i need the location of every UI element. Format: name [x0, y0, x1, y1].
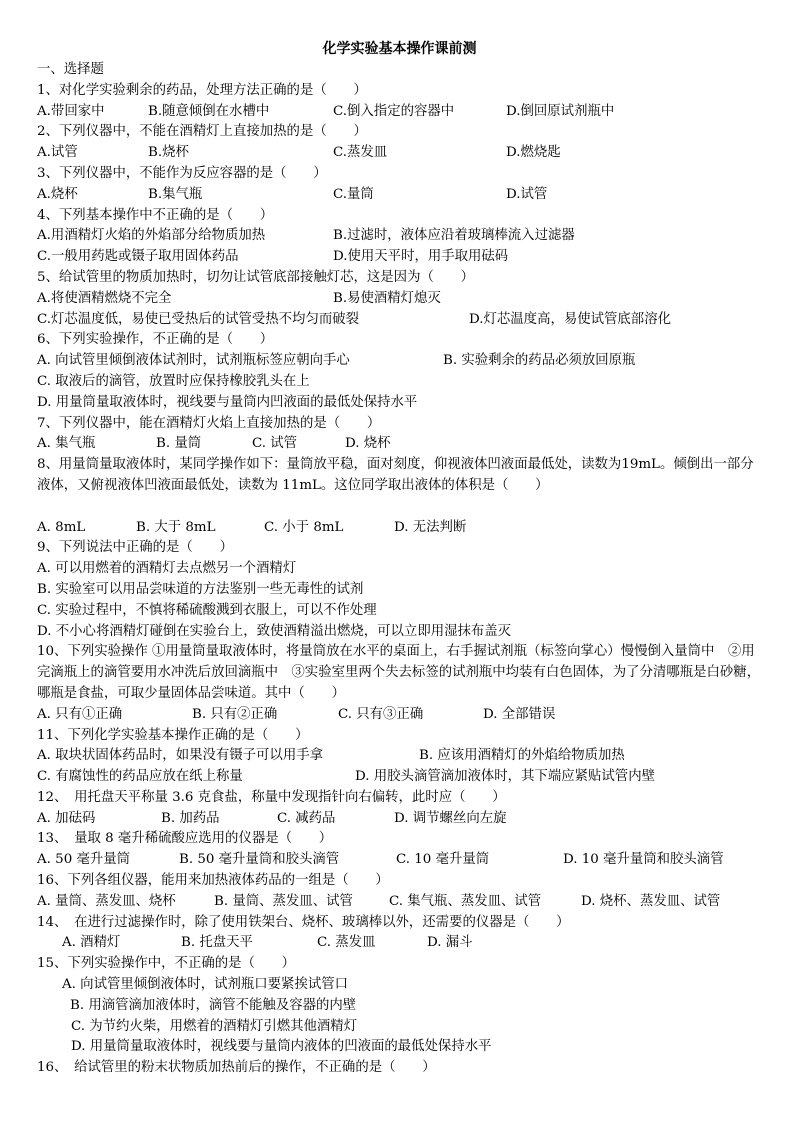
option: B. 加药品	[161, 810, 220, 826]
option-row	[37, 892, 762, 913]
option: B. 量筒、蒸发皿、试管	[214, 893, 353, 909]
option: D. 用量筒量取液体时，视线要与量筒内液体的凹液面的最低处保持水平	[71, 1039, 492, 1055]
option: B.烧杯	[148, 145, 189, 161]
option-row	[37, 289, 762, 310]
option-row	[37, 705, 762, 726]
option: C. 取液后的滴管，放置时应保持橡胶乳头在上	[37, 373, 310, 389]
option: B. 只有②正确	[192, 706, 278, 722]
option: A. 酒精灯	[62, 935, 121, 951]
option: A. 只有①正确	[37, 706, 123, 722]
option: C. 集气瓶、蒸发皿、试管	[389, 893, 542, 909]
option: C.一般用药匙或镊子取用固体药品	[37, 249, 239, 265]
option: D.试管	[506, 186, 548, 202]
option: D. 全部错误	[483, 706, 556, 722]
question-stem: 13、 量取 8 毫升稀硫酸应选用的仪器是（ ）	[37, 831, 333, 847]
option: C. 为节约火柴，用燃着的酒精灯引燃其他酒精灯	[71, 1018, 358, 1034]
option: D.燃烧匙	[506, 145, 561, 161]
option-row	[37, 185, 762, 206]
option: A.试管	[37, 145, 78, 161]
option-row	[37, 518, 762, 539]
question-stem: 16、 给试管里的粉末状物质加热前后的操作，不正确的是（ ）	[37, 1060, 436, 1076]
option: A. 向试管里倾倒液体时，试剂瓶口要紧挨试管口	[62, 977, 348, 993]
option-row	[37, 102, 762, 123]
option: B.易使酒精灯熄灭	[333, 290, 441, 306]
option: D. 调节螺丝向左旋	[394, 810, 507, 826]
option-row	[37, 247, 762, 268]
option: A. 取块状固体药品时，如果没有镊子可以用手拿	[37, 748, 323, 764]
question-stem: 8、用量筒量取液体时，某同学操作如下：量筒放平稳，面对刻度，仰视液体凹液面最低处，读数为19mL。倾倒出一部分液体，又俯视液体凹液面最低处，读数为 11mL。这位同学取出液体的体积是（ ）	[37, 457, 754, 493]
option: D. 不小心将酒精灯碰倒在实验台上，致使酒精溢出燃烧，可以立即用湿抹布盖灭	[37, 623, 512, 639]
question-stem: 12、 用托盘天平称量 3.6 克食盐，称量中发现指针向右偏转，此时应（ ）	[37, 789, 506, 805]
question-stem: 2、下列仪器中，不能在酒精灯上直接加热的是（ ）	[37, 124, 367, 140]
option: A.用酒精灯火焰的外焰部分给物质加热	[37, 228, 266, 244]
option: D. 用量筒量取液体时，视线要与量筒内凹液面的最低处保持水平	[37, 394, 418, 410]
worksheet	[37, 38, 762, 1079]
option: C. 小于 8mL	[264, 519, 344, 535]
option: B.集气瓶	[148, 186, 203, 202]
option: B.过滤时，液体应沿着玻璃棒流入过滤器	[333, 228, 575, 244]
option-row	[37, 226, 762, 247]
option: D. 10 毫升量筒和胶头滴管	[563, 852, 724, 868]
section-heading: 一、选择题	[37, 62, 104, 77]
option: B. 用滴管滴加液体时，滴管不能触及容器的内壁	[70, 997, 357, 1013]
option-row	[37, 767, 762, 788]
question-stem: 15、下列实验操作中，不正确的是（ ）	[37, 956, 296, 972]
option: C.量筒	[333, 186, 374, 202]
option: A.带回家中	[37, 103, 105, 119]
option-row	[37, 850, 762, 871]
option-row	[37, 310, 762, 331]
option-row	[37, 434, 762, 455]
option: B. 实验室可以用品尝味道的方法鉴别一些无毒性的试剂	[37, 581, 364, 597]
option: A. 量筒、蒸发皿、烧杯	[37, 893, 176, 909]
option: D. 用胶头滴管滴加液体时，其下端应紧贴试管内壁	[355, 769, 655, 785]
option-row	[37, 933, 762, 954]
option-row	[37, 351, 762, 372]
option: C. 减药品	[277, 810, 336, 826]
option: C. 实验过程中，不慎将稀硫酸溅到衣服上，可以不作处理	[37, 602, 377, 618]
option: A.将使酒精燃烧不完全	[37, 290, 172, 306]
option: C. 10 毫升量筒	[396, 852, 490, 868]
option: C.灯芯温度低，易使已受热后的试管受热不均匀而破裂	[37, 311, 360, 327]
option: C.倒入指定的容器中	[333, 103, 455, 119]
option: B.随意倾倒在水槽中	[148, 103, 270, 119]
option: D. 无法判断	[394, 519, 467, 535]
option: A. 集气瓶	[37, 436, 96, 452]
option: C. 只有③正确	[338, 706, 424, 722]
question-stem: 14、 在进行过滤操作时，除了使用铁架台、烧杯、玻璃棒以外，还需要的仪器是（ ）	[37, 914, 570, 930]
question-stem: 6、下列实验操作，不正确的是（ ）	[37, 332, 274, 348]
option: A.烧杯	[37, 186, 78, 202]
option: A. 可以用燃着的酒精灯去点燃另一个酒精灯	[37, 561, 297, 577]
option-row	[37, 746, 762, 767]
option: D. 烧杯、蒸发皿、试管	[581, 893, 721, 909]
question-stem: 4、下列基本操作中不正确的是（ ）	[37, 207, 274, 223]
option: D.倒回原试剂瓶中	[506, 103, 615, 119]
option: B. 托盘天平	[181, 935, 253, 951]
option: D.使用天平时，用手取用砝码	[333, 249, 509, 265]
option-row	[37, 143, 762, 164]
option: C. 蒸发皿	[317, 935, 376, 951]
option: B. 实验剩余的药品必须放回原瓶	[443, 353, 636, 369]
question-stem: 7、下列仪器中，能在酒精灯火焰上直接加热的是（ ）	[37, 415, 381, 431]
option-row	[37, 809, 762, 830]
option: B. 大于 8mL	[136, 519, 216, 535]
option: D. 漏斗	[427, 935, 473, 951]
question-stem: 3、下列仪器中，不能作为反应容器的是（ ）	[37, 165, 327, 181]
option: C.蒸发皿	[333, 145, 388, 161]
option: D. 烧杯	[345, 436, 391, 452]
question-stem: 16、下列各组仪器，能用来加热液体药品的一组是（ ）	[37, 873, 389, 889]
question-stem: 9、下列说法中正确的是（ ）	[37, 540, 233, 556]
option: B. 50 毫升量筒和胶头滴管	[179, 852, 340, 868]
option: A. 8mL	[37, 519, 86, 535]
question-stem: 10、下列实验操作 ①用量筒量取液体时，将量筒放在水平的桌面上，右手握试剂瓶（标签向掌心）慢慢倒入量筒中 ②用完滴瓶上的滴管要用水冲洗后放回滴瓶中 ③实验室里两个失去标签的试剂瓶中均装有白色固体，为了分清哪瓶是白砂糖，哪瓶是食盐，可取少量固体品尝味道。其中（ ）	[37, 644, 761, 701]
question-stem: 11、下列化学实验基本操作正确的是（ ）	[37, 727, 309, 743]
question-stem: 1、对化学实验剩余的药品，处理方法正确的是（ ）	[37, 82, 367, 98]
option: D.灯芯温度高，易使试管底部溶化	[469, 311, 671, 327]
option: A. 向试管里倾倒液体试剂时，试剂瓶标签应朝向手心	[37, 353, 350, 369]
question-stem: 5、给试管里的物质加热时，切勿让试管底部接触灯芯，这是因为（ ）	[37, 269, 475, 285]
option: B. 量筒	[156, 436, 202, 452]
option: C. 有腐蚀性的药品应放在纸上称量	[37, 769, 243, 785]
option: B. 应该用酒精灯的外焰给物质加热	[419, 748, 625, 764]
page-title: 化学实验基本操作课前测	[322, 41, 477, 57]
option: C. 试管	[252, 436, 298, 452]
option: A. 加砝码	[37, 810, 96, 826]
option: A. 50 毫升量筒	[37, 852, 131, 868]
